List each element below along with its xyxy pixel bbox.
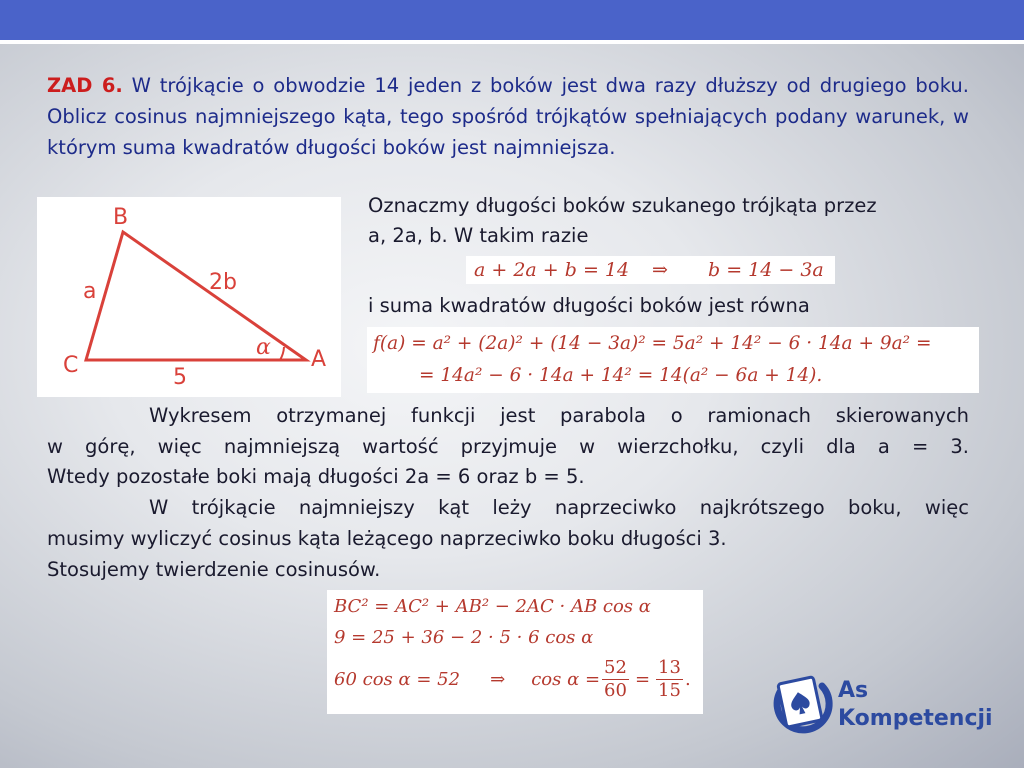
body-p1-line-1-text: Wykresem otrzymanej funkcji jest parabola o ramionach skierowanych — [149, 404, 969, 427]
frac1-num: 52 — [604, 657, 627, 678]
intro-line-2: a, 2a, b. W takim razie — [368, 224, 589, 247]
task-text: W trójkącie o obwodzie 14 jeden z boków jest dwa razy dłuższy od drugiego boku. Oblicz cosinus najmniejszego kąta, tego spośród trójkątów spełniających podany warunek, w którym suma kwadratów długości boków jest najmniejsza. — [47, 74, 969, 159]
angle-alpha-label: α — [256, 335, 271, 360]
intro-line-3: i suma kwadratów długości boków jest równa — [368, 294, 810, 317]
fraction-52-60 — [602, 657, 629, 702]
fraction-13-15 — [656, 657, 683, 702]
triangle-shape — [86, 232, 306, 360]
eq2-line-2: = 14a² − 6 · 14a + 14² = 14(a² − 6a + 14). — [419, 365, 823, 386]
header-divider — [0, 40, 1024, 44]
side-5-label: 5 — [173, 365, 187, 390]
frac1-den: 60 — [604, 680, 627, 701]
vertex-a-label: A — [311, 347, 327, 372]
eq3-line3-left: 60 cos α = 52 — [334, 669, 461, 690]
eq1-left: a + 2a + b = 14 — [474, 259, 630, 281]
triangle-figure — [37, 197, 341, 397]
eq3-line-3: 60 cos α = 52 ⇒ cos α = $\frac{52}{60}$ = $\frac{13}{15}$ . — [334, 657, 691, 701]
header-bar — [0, 0, 1024, 40]
eq3-line3-arrow: ⇒ — [490, 669, 506, 690]
body-p1-line-3: Wtedy pozostałe boki mają długości 2a = 6 oraz b = 5. — [47, 465, 585, 488]
frac2-den: 15 — [658, 680, 681, 701]
eq3-line-1: BC² = AC² + AB² − 2AC · AB cos α — [334, 596, 651, 617]
eq2-line-1: f(a) = a² + (2a)² + (14 − 3a)² = 5a² + 14² − 6 · 14a + 9a² = — [373, 333, 932, 354]
eq3-equals: = — [634, 669, 651, 690]
body-p2-line-1-text: W trójkącie najmniejszy kąt leży naprzeciwko najkrótszego boku, więc — [149, 496, 969, 519]
angle-arc — [280, 347, 284, 360]
spade-logo-icon — [770, 672, 834, 742]
vertex-c-label: C — [63, 353, 79, 378]
intro-line-1: Oznaczmy długości boków szukanego trójkąta przez — [368, 194, 877, 217]
eq1-arrow: ⇒ — [652, 259, 668, 281]
body-p1-line-2: w górę, więc najmniejszą wartość przyjmuje w wierzchołku, czyli dla a = 3. — [47, 435, 969, 458]
side-2b-label: 2b — [209, 270, 237, 295]
side-a-label: a — [83, 279, 97, 304]
task-label: ZAD 6. — [47, 74, 123, 97]
body-p1-line-1 — [47, 400, 969, 431]
frac2-num: 13 — [658, 657, 681, 678]
equation-sum-of-squares — [367, 327, 979, 393]
vertex-b-label: B — [113, 205, 129, 230]
equation-law-of-cosines — [327, 590, 703, 714]
body-p2-line-1 — [47, 492, 969, 523]
logo-text-as: As — [838, 678, 869, 703]
equation-perimeter — [466, 256, 835, 284]
body-p2-line-2: musimy wyliczyć cosinus kąta leżącego naprzeciwko boku długości 3. — [47, 527, 727, 550]
eq3-line-2: 9 = 25 + 36 − 2 · 5 · 6 cos α — [334, 627, 594, 648]
eq1-right: b = 14 − 3a — [708, 259, 824, 281]
logo-text-kompetencji: Kompetencji — [838, 706, 993, 731]
task-statement — [47, 70, 969, 163]
body-p3: Stosujemy twierdzenie cosinusów. — [47, 558, 381, 581]
eq3-line3-mid: cos α = — [531, 669, 601, 690]
